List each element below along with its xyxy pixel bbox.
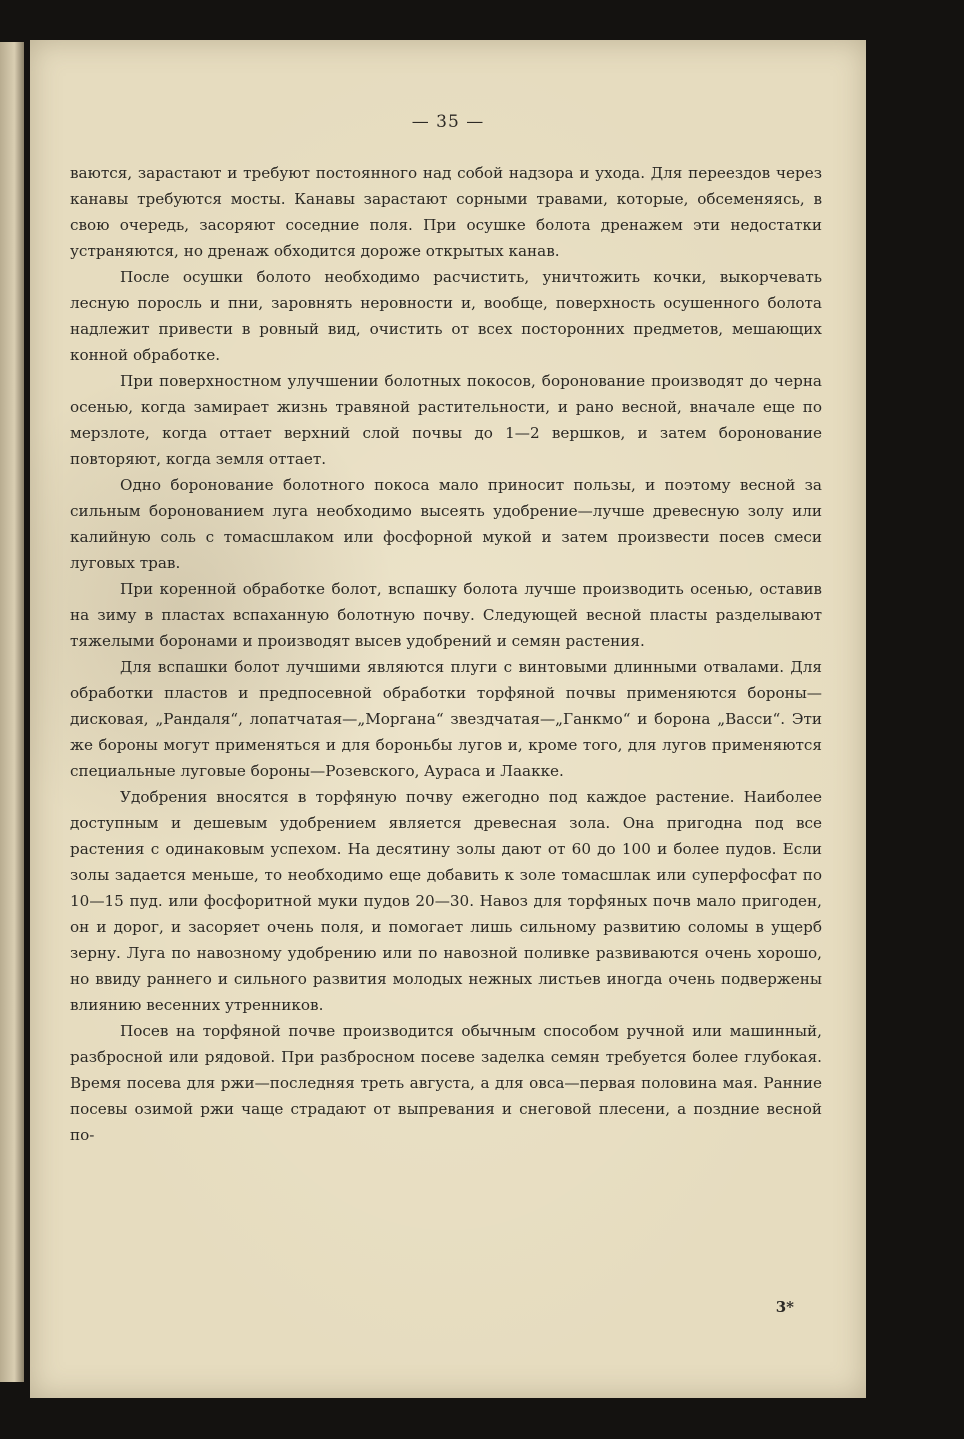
previous-page-edge (0, 42, 24, 1382)
paragraph: Для вспашки болот лучшими являются плуги с винтовыми длинными отвалами. Для обработки пластов и предпосевной обработки торфяной почвы применяются бороны—дисковая, „Рандаля“, лопатчатая—„Моргана“ звездчатая—„Ганкмо“ и борона „Васси“. Эти же бороны могут применяться и для бороньбы лугов и, кроме того, для лугов применяются специальные луговые бороны—Розевского, Aураса и Лаакке. (70, 658, 822, 780)
paragraph: При коренной обработке болот, вспашку болота лучше производить осенью, оставив на зиму в пластах вспаханную болотную почву. Следующей весной пласты разделывают тяжелыми боронами и производят высев удобрений и семян растения. (70, 580, 822, 650)
paragraph: После осушки болото необходимо расчистить, уничтожить кочки, выкорчевать лесную поросль и пни, заровнять неровности и, вообще, поверхность осушенного болота надлежит привести в ровный вид, очистить от всех посторонних предметов, мешающих конной обработке. (70, 268, 822, 364)
paragraph: Посев на торфяной почве производится обычным способом ручной или машинный, разбросной или рядовой. При разбросном посеве заделка семян требуется более глубокая. Время посева для ржи—последняя треть августа, а для овса—первая половина мая. Ранние посевы озимой ржи чаще страдают от выпревания и снеговой плесени, а поздние весной по- (70, 1022, 822, 1144)
signature-mark: 3* (775, 1298, 794, 1316)
paragraph: ваются, зарастают и требуют постоянного над собой надзора и ухода. Для переездов через канавы требуются мосты. Канавы зарастают сорными травами, которые, обсеменяясь, в свою очередь, засоряют соседние поля. При осушке болота дренажем эти недостатки устраняются, но дренаж обходится дороже открытых канав. (70, 164, 822, 260)
book-page (30, 40, 866, 1398)
paragraph: Одно боронование болотного покоса мало приносит пользы, и поэтому весной за сильным боронованием луга необходимо высеять удобрение—лучше древесную золу или калийную соль с томасшлаком или фосфорной мукой и затем произвести посев смеси луговых трав. (70, 476, 822, 572)
paragraph: Удобрения вносятся в торфяную почву ежегодно под каждое растение. Наиболее доступным и дешевым удобрением является древесная зола. Она пригодна под все растения с одинаковым успехом. На десятину золы дают от 60 до 100 и более пудов. Если золы задается меньше, то необходимо еще добавить к золе томасшлак или суперфосфат по 10—15 пуд. или фосфоритной муки пудов 20—30. Навоз для торфяных почв мало пригоден, он и дорог, и засоряет очень поля, и помогает лишь сильному развитию соломы в ущерб зерну. Луга по навозному удобрению или по навозной поливке развиваются очень хорошо, но ввиду раннего и сильного развития молодых нежных листьев иногда очень подвержены влиянию весенних утренников. (70, 788, 822, 1014)
paragraph: При поверхностном улучшении болотных покосов, боронование производят до черна осенью, когда замирает жизнь травяной растительности, и рано весной, вначале еще по мерзлоте, когда оттает верхний слой почвы до 1—2 вершков, и затем боронование повторяют, когда земля оттает. (70, 372, 822, 468)
page-number: — 35 — (411, 112, 485, 132)
body-text (70, 160, 822, 1148)
